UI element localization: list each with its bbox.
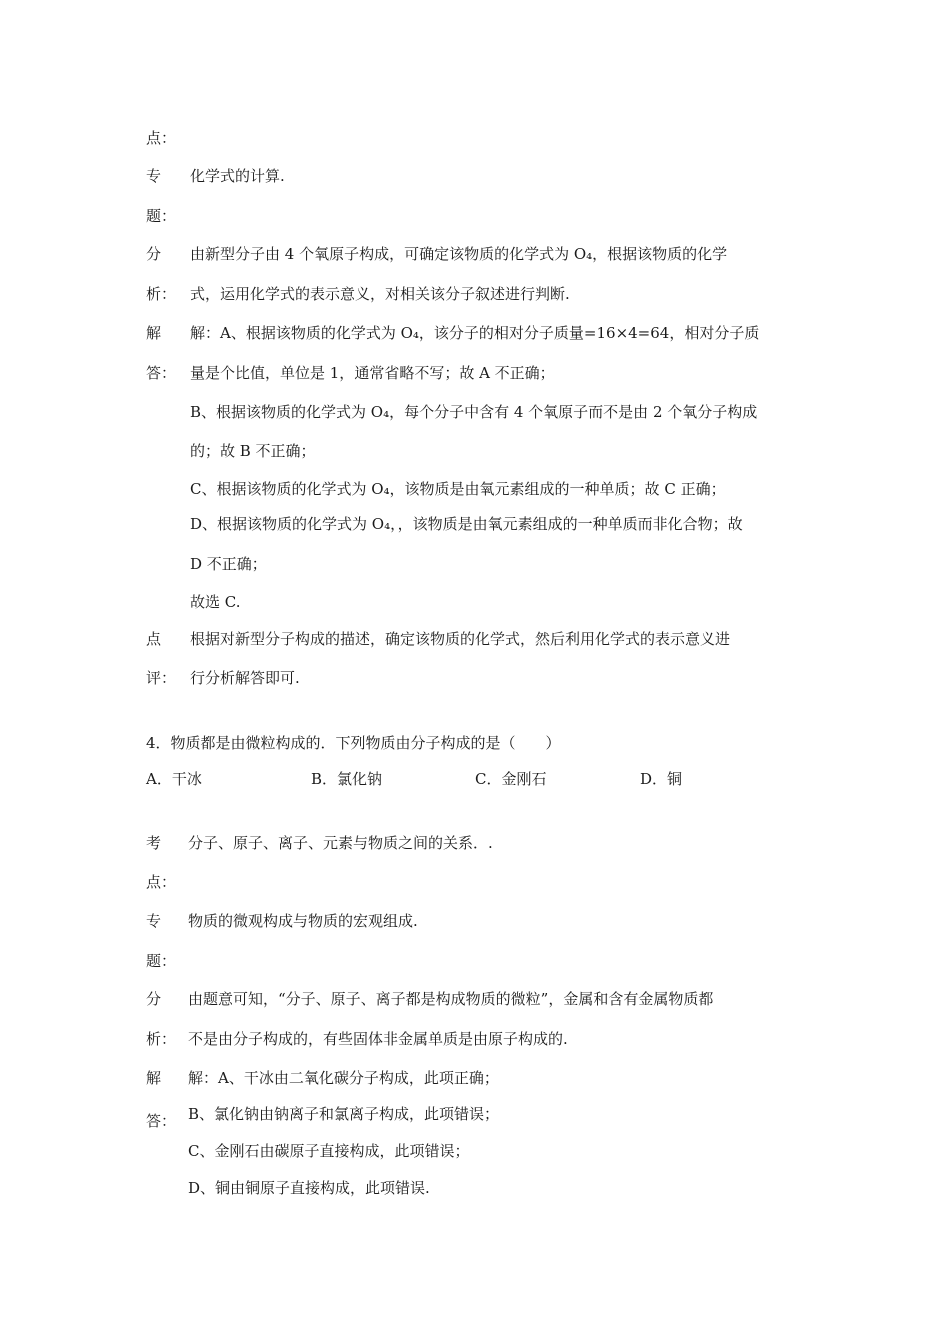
kaodian-label-tail: 点： <box>146 129 177 147</box>
jieda-label-2: 答： <box>146 1112 177 1130</box>
zhuanti-text: 物质的微观构成与物质的宏观组成. <box>188 912 418 930</box>
zhuanti-text: 化学式的计算. <box>190 167 285 185</box>
fenxi-label-1: 分 <box>146 245 162 263</box>
fenxi-line-2: 不是由分子构成的，有些固体非金属单质是由原子构成的. <box>188 1030 568 1048</box>
fenxi-line-1: 由题意可知，“分子、原子、离子都是构成物质的微粒”，金属和含有金属物质都 <box>188 990 714 1008</box>
fenxi-label-1: 分 <box>146 990 162 1008</box>
fenxi-line-1: 由新型分子由 4 个氧原子构成，可确定该物质的化学式为 O₄，根据该物质的化学 <box>190 245 728 263</box>
zhuanti-label-2: 题： <box>146 952 177 970</box>
jieda-b-line: B、氯化钠由钠离子和氯离子构成，此项错误； <box>188 1105 500 1123</box>
kaodian-label-2: 点： <box>146 873 177 891</box>
jieda-c-line: C、金刚石由碳原子直接构成，此项错误； <box>188 1142 470 1160</box>
option-b: B．氯化钠 <box>311 770 383 788</box>
dianping-label-2: 评： <box>146 669 177 687</box>
option-c: C．金刚石 <box>475 770 547 788</box>
zhuanti-label-1: 专 <box>146 167 162 185</box>
jieda-conclusion: 故选 C. <box>190 593 241 611</box>
jieda-a-line-2: 量是个比值，单位是 1，通常省略不写；故 A 不正确； <box>190 364 555 382</box>
option-a: A．干冰 <box>146 770 202 788</box>
zhuanti-label-1: 专 <box>146 912 162 930</box>
jieda-d-line: D、铜由铜原子直接构成，此项错误. <box>188 1179 430 1197</box>
jieda-label-1: 解 <box>146 1069 162 1087</box>
dianping-line-1: 根据对新型分子构成的描述，确定该物质的化学式，然后利用化学式的表示意义进 <box>190 630 731 648</box>
jieda-d-line-1: D、根据该物质的化学式为 O₄，，该物质是由氧元素组成的一种单质而非化合物；故 <box>190 515 743 533</box>
fenxi-line-2: 式，运用化学式的表示意义，对相关该分子叙述进行判断. <box>190 285 570 303</box>
jieda-c-line: C、根据该物质的化学式为 O₄，该物质是由氧元素组成的一种单质；故 C 正确； <box>190 480 726 498</box>
zhuanti-label-2: 题： <box>146 207 177 225</box>
jieda-label-2: 答： <box>146 364 177 382</box>
kaodian-text: 分子、原子、离子、元素与物质之间的关系．. <box>188 834 493 852</box>
fenxi-label-2: 析： <box>146 1030 177 1048</box>
jieda-label-1: 解 <box>146 324 162 342</box>
kaodian-label-1: 考 <box>146 834 162 852</box>
dianping-line-2: 行分析解答即可. <box>190 669 300 687</box>
dianping-label-1: 点 <box>146 630 162 648</box>
jieda-d-line-2: D 不正确； <box>190 555 267 573</box>
jieda-b-line-2: 的；故 B 不正确； <box>190 442 316 460</box>
fenxi-label-2: 析： <box>146 285 177 303</box>
jieda-b-line-1: B、根据该物质的化学式为 O₄，每个分子中含有 4 个氧原子而不是由 2 个氧分子构成 <box>190 403 758 421</box>
option-d: D．铜 <box>640 770 683 788</box>
jieda-a-line-1: 解：A、根据该物质的化学式为 O₄，该分子的相对分子质量=16×4=64，相对分子质 <box>190 324 760 342</box>
jieda-a-line: 解：A、干冰由二氧化碳分子构成，此项正确； <box>188 1069 499 1087</box>
question-4-stem: 4．物质都是由微粒构成的．下列物质由分子构成的是（ ） <box>146 734 561 752</box>
